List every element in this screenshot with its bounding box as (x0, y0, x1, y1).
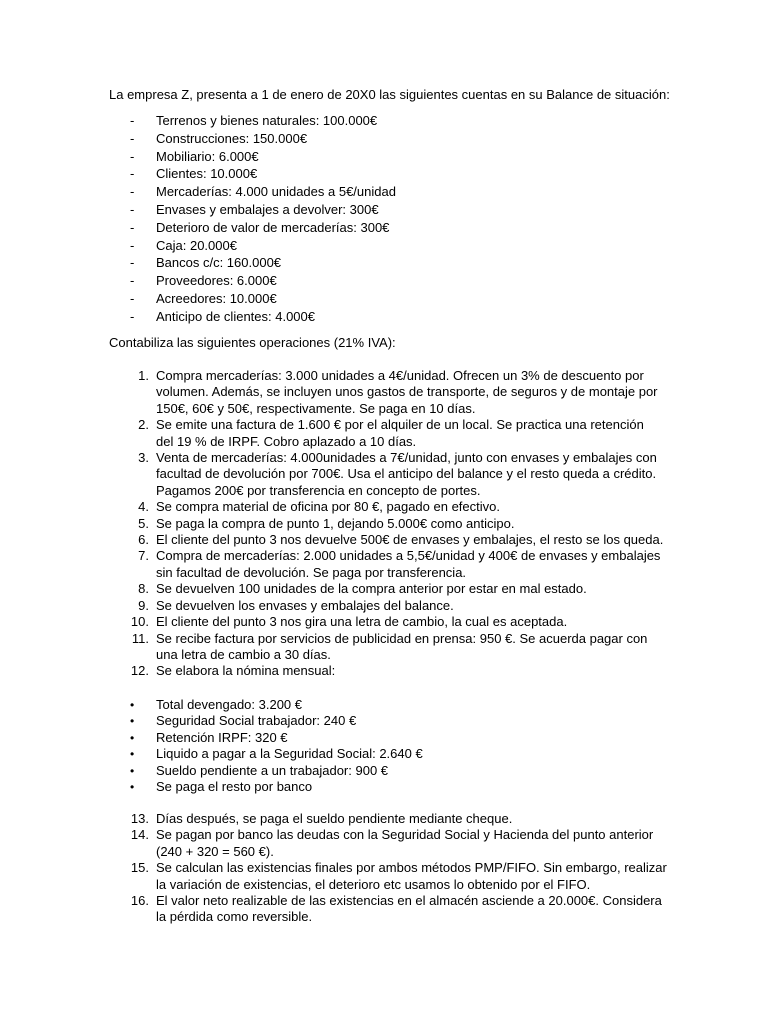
dash-marker: - (130, 201, 135, 217)
account-text: Bancos c/c: 160.000€ (156, 255, 282, 271)
payroll-text: Sueldo pendiente a un trabajador: 900 € (156, 762, 389, 778)
payroll-text: Retención IRPF: 320 € (156, 729, 288, 745)
bullet-marker: • (130, 714, 135, 729)
account-text: Envases y embalajes a devolver: 300€ (156, 201, 379, 217)
operation-line: Se devuelven los envases y embalajes del balance. (156, 597, 454, 613)
operation-line: volumen. Además, se incluyen unos gastos de transporte, de seguros y de montaje por (156, 384, 658, 400)
item-number: 6. (138, 532, 149, 548)
operation-line: El cliente del punto 3 nos devuelve 500€ de envases y embalajes, el resto se los queda. (156, 532, 664, 548)
list-item (109, 113, 669, 131)
operation-item (109, 614, 669, 630)
payroll-details-list (109, 697, 669, 795)
account-text: Mobiliario: 6.000€ (156, 148, 259, 164)
bullet-marker: • (130, 779, 135, 794)
item-number: 8. (138, 581, 149, 597)
list-item (109, 255, 669, 273)
account-text: Terrenos y bienes naturales: 100.000€ (156, 113, 378, 128)
account-text: Deterioro de valor de mercaderías: 300€ (156, 219, 390, 235)
operations-list (109, 368, 669, 680)
list-item (109, 149, 669, 167)
operation-item (109, 811, 669, 827)
list-item (109, 166, 669, 184)
item-number: 15. (130, 860, 149, 876)
account-text: Acreedores: 10.000€ (156, 290, 277, 306)
operation-line: El valor neto realizable de las existencias en el almacén asciende a 20.000€. Considera (156, 893, 662, 909)
dash-marker: - (130, 273, 135, 289)
operation-item (109, 532, 669, 548)
payroll-text: Liquido a pagar a la Seguridad Social: 2.640 € (156, 746, 423, 762)
account-text: Proveedores: 6.000€ (156, 273, 277, 289)
list-item (109, 697, 669, 713)
operation-line: la pérdida como reversible. (156, 909, 313, 925)
dash-marker: - (130, 130, 135, 146)
list-item (109, 273, 669, 291)
dash-marker: - (130, 184, 135, 200)
list-item (109, 291, 669, 309)
item-number: 3. (138, 450, 149, 466)
operation-item (109, 893, 669, 926)
operation-item (109, 827, 669, 860)
dash-marker: - (130, 290, 135, 306)
dash-marker: - (130, 237, 135, 253)
operation-item (109, 417, 669, 450)
item-number: 10. (130, 614, 149, 630)
operation-item (109, 598, 669, 614)
operation-line: Se devuelven 100 unidades de la compra anterior por estar en mal estado. (156, 581, 587, 597)
operation-line: sin facultad de devolución. Se paga por transferencia. (156, 564, 467, 580)
operations-list-continued (109, 811, 669, 926)
operation-line: Se pagan por banco las deudas con la Seguridad Social y Hacienda del punto anterior (156, 827, 654, 843)
item-number: 1. (138, 368, 149, 383)
operation-line: Compra mercaderías: 3.000 unidades a 4€/unidad. Ofrecen un 3% de descuento por (156, 368, 644, 383)
list-item (109, 730, 669, 746)
list-item (109, 763, 669, 779)
operation-line: Se calculan las existencias finales por ambos métodos PMP/FIFO. Sin embargo, realizar (156, 860, 667, 876)
operation-item (109, 499, 669, 515)
dash-marker: - (130, 219, 135, 235)
item-number: 5. (138, 515, 149, 531)
account-text: Anticipo de clientes: 4.000€ (156, 308, 315, 324)
list-item (109, 131, 669, 149)
item-number: 14. (130, 827, 149, 843)
dash-marker: - (130, 113, 135, 128)
item-number: 9. (138, 597, 149, 613)
operation-item (109, 663, 669, 679)
account-text: Mercaderías: 4.000 unidades a 5€/unidad (156, 184, 396, 200)
item-number: 12. (130, 663, 149, 679)
operation-item (109, 631, 669, 664)
item-number: 2. (138, 417, 149, 433)
operation-item (109, 368, 669, 417)
list-item (109, 220, 669, 238)
list-item (109, 202, 669, 220)
list-item (109, 746, 669, 762)
operation-item (109, 581, 669, 597)
item-number: 4. (138, 499, 149, 515)
bullet-marker: • (130, 763, 135, 778)
bullet-marker: • (130, 747, 135, 762)
operation-item (109, 548, 669, 581)
operation-line: la variación de existencias, el deterioro etc usamos lo obtenido por el FIFO. (156, 876, 591, 892)
payroll-text: Seguridad Social trabajador: 240 € (156, 713, 357, 729)
operation-line: Se emite una factura de 1.600 € por el alquiler de un local. Se practica una retención (156, 417, 644, 433)
operation-line: Compra de mercaderías: 2.000 unidades a 5,5€/unidad y 400€ de envases y embalajes (156, 548, 661, 564)
dash-marker: - (130, 148, 135, 164)
account-text: Caja: 20.000€ (156, 237, 237, 253)
bullet-marker: • (130, 698, 135, 712)
account-text: Clientes: 10.000€ (156, 166, 258, 182)
list-item (109, 779, 669, 795)
item-number: 7. (138, 548, 149, 564)
payroll-text: Total devengado: 3.200 € (156, 697, 303, 712)
balance-accounts-list (109, 113, 669, 327)
operations-intro: Contabiliza las siguientes operaciones (21% IVA): (109, 335, 396, 350)
operation-line: Pagamos 200€ por transferencia en concepto de portes. (156, 482, 481, 498)
list-item (109, 184, 669, 202)
payroll-text: Se paga el resto por banco (156, 778, 313, 794)
list-item (109, 309, 669, 327)
operation-item (109, 516, 669, 532)
operation-line: (240 + 320 = 560 €). (156, 843, 274, 859)
dash-marker: - (130, 255, 135, 271)
operation-line: Días después, se paga el sueldo pendiente mediante cheque. (156, 811, 513, 826)
bullet-marker: • (130, 730, 135, 745)
operation-line: El cliente del punto 3 nos gira una letra de cambio, la cual es aceptada. (156, 614, 568, 630)
item-number: 16. (130, 893, 149, 909)
item-number: 13. (130, 811, 149, 826)
operation-line: facultad de devolución por 700€. Usa el anticipo del balance y el resto queda a crédito. (156, 466, 657, 482)
operation-line: Se elabora la nómina mensual: (156, 663, 336, 679)
intro-paragraph: La empresa Z, presenta a 1 de enero de 20X0 las siguientes cuentas en su Balance de situación: (109, 87, 670, 102)
item-number: 11. (131, 630, 149, 646)
list-item (109, 713, 669, 729)
account-text: Construcciones: 150.000€ (156, 130, 308, 146)
operation-line: Se compra material de oficina por 80 €, pagado en efectivo. (156, 499, 500, 515)
operation-line: 150€, 60€ y 50€, respectivamente. Se paga en 10 días. (156, 400, 476, 416)
operation-item (109, 860, 669, 893)
dash-marker: - (130, 166, 135, 182)
operation-line: una letra de cambio a 30 días. (156, 646, 331, 662)
operation-line: Se recibe factura por servicios de publicidad en prensa: 950 €. Se acuerda pagar con (156, 630, 648, 646)
list-item (109, 238, 669, 256)
operation-line: Se paga la compra de punto 1, dejando 5.000€ como anticipo. (156, 515, 515, 531)
dash-marker: - (130, 308, 135, 324)
operation-item (109, 450, 669, 499)
operation-line: del 19 % de IRPF. Cobro aplazado a 10 días. (156, 433, 417, 449)
operation-line: Venta de mercaderías: 4.000unidades a 7€/unidad, junto con envases y embalajes con (156, 450, 657, 466)
